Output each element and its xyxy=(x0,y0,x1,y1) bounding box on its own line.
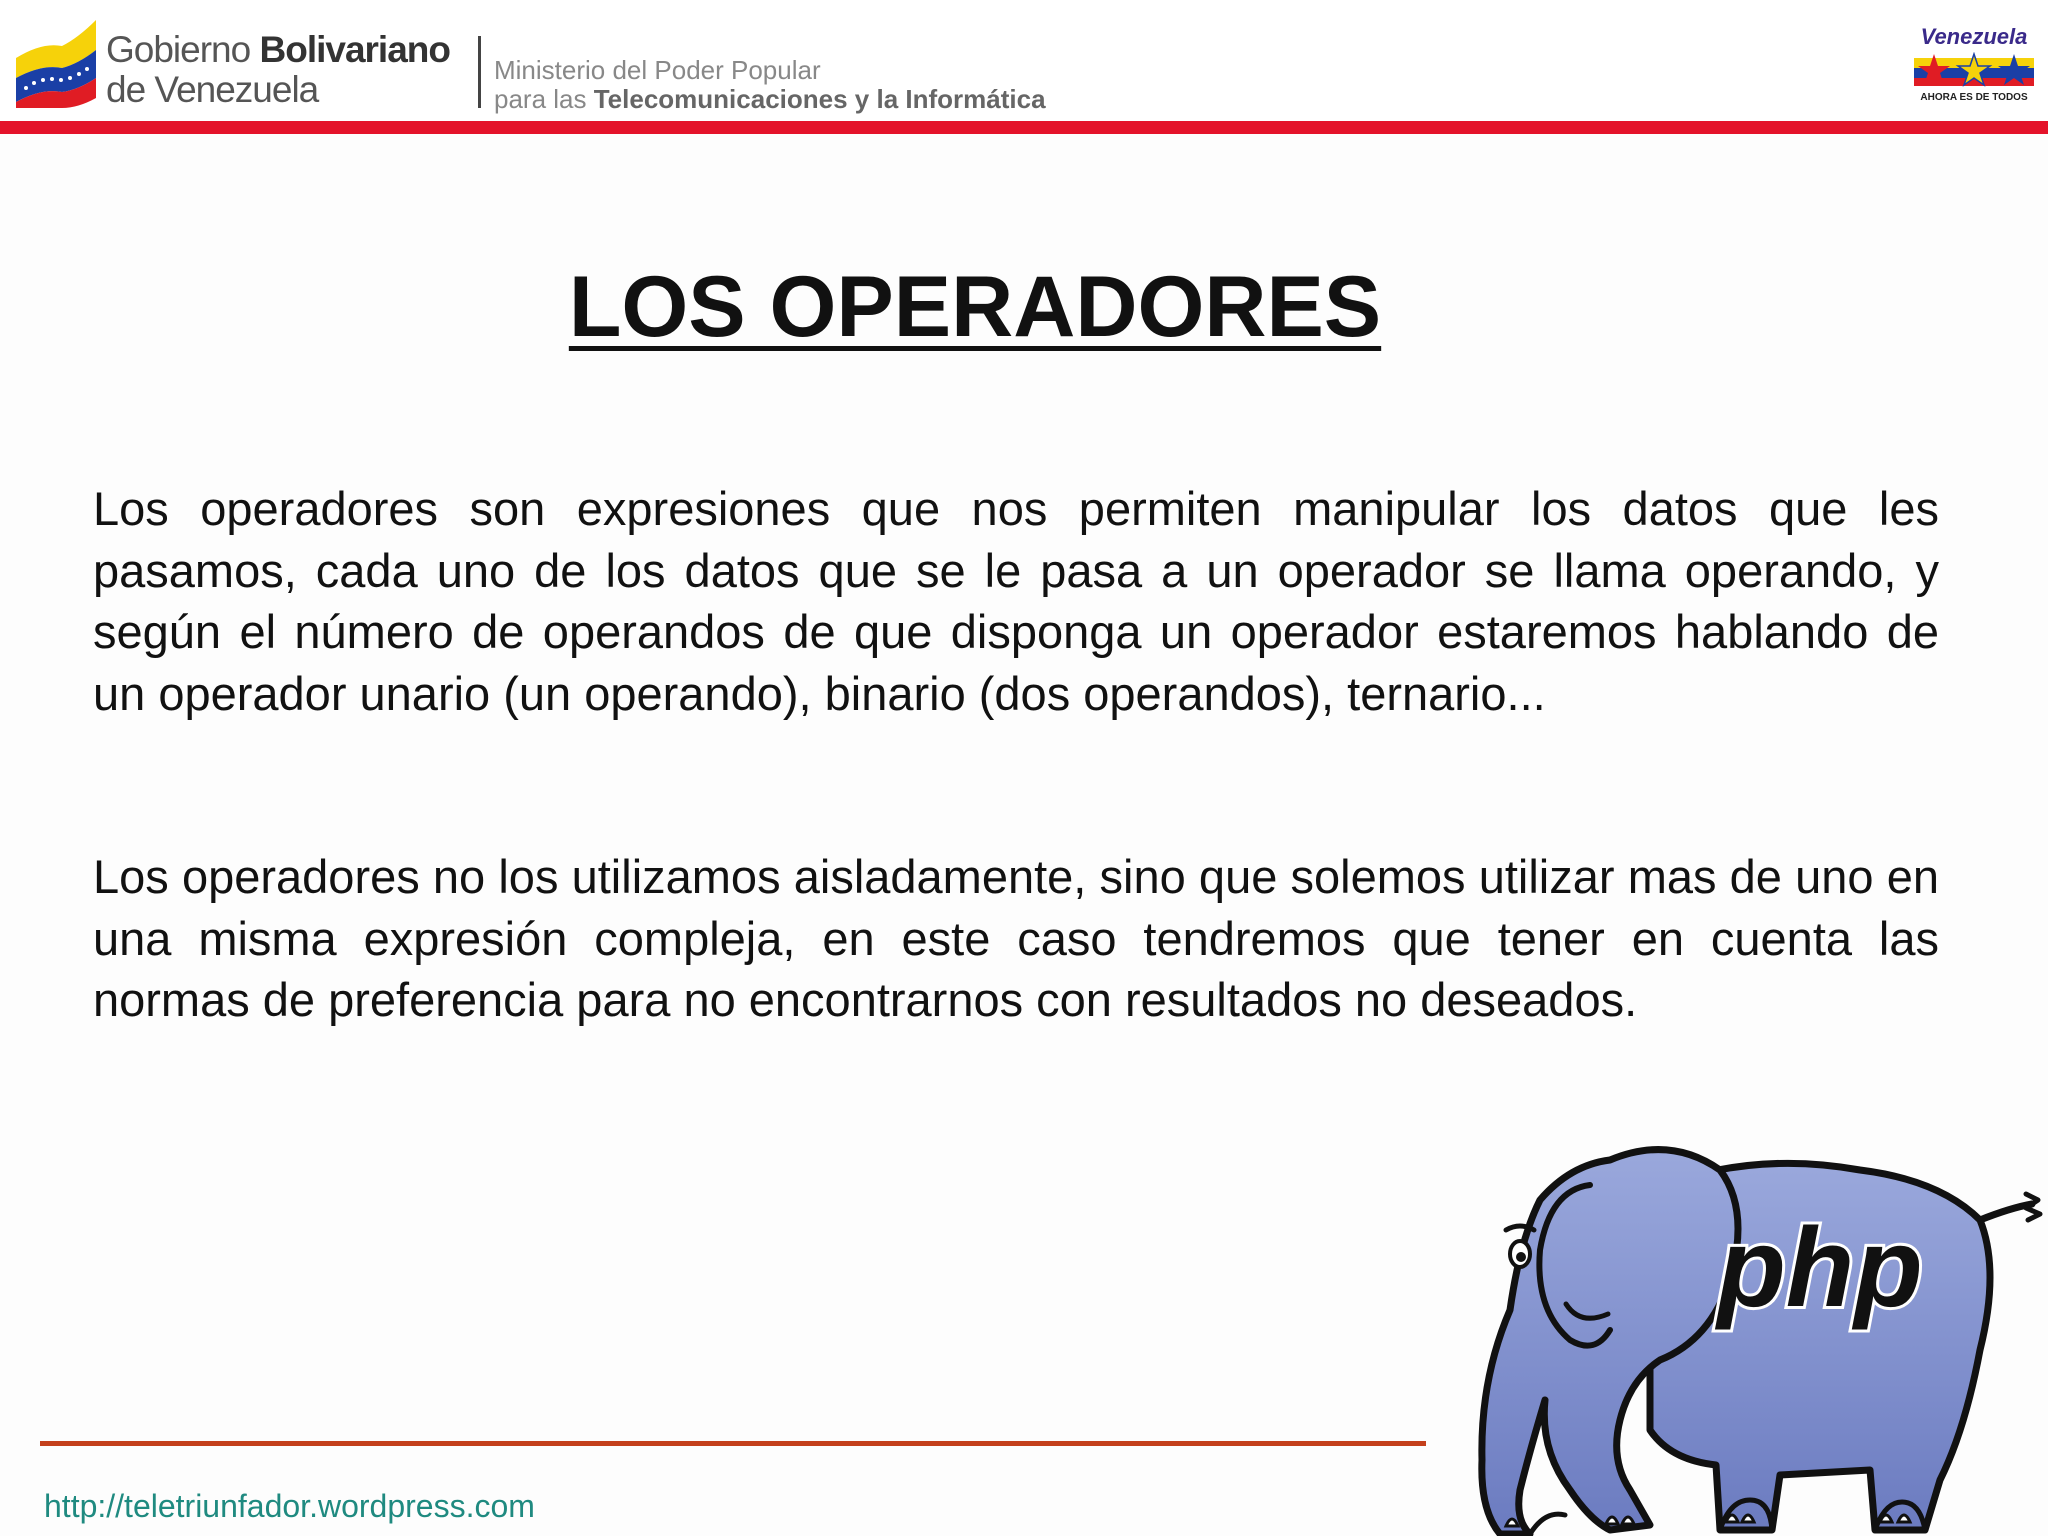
venezuela-ahora-logo xyxy=(1910,24,2038,104)
header-divider xyxy=(478,36,481,108)
php-elephant-icon xyxy=(1420,1130,2048,1536)
ministry-line2-a: para las xyxy=(494,84,587,114)
ministry-line1: Ministerio del Poder Popular xyxy=(494,55,821,85)
slide-title: LOS OPERADORES xyxy=(568,259,1382,355)
gov-line1-a: Gobierno xyxy=(106,29,251,70)
header-bar xyxy=(0,0,2048,122)
logo-tagline: AHORA ES DE TODOS xyxy=(1920,92,2028,103)
paragraph-1: Los operadores son expresiones que nos permiten manipular los datos que les pasamos, cada uno de los datos que se le pasa a un operador se llama operando, y según el número de operandos de que disponga un operador estaremos hablando de un operador unario (un operando), binario (dos operandos), ternario... xyxy=(93,482,1939,720)
footer-url[interactable]: http://teletriunfador.wordpress.com xyxy=(44,1488,535,1524)
gov-line1-b: Bolivariano xyxy=(259,29,450,70)
ministry-line2-b: Telecomunicaciones y la Informática xyxy=(593,84,1046,114)
logo-word: Venezuela xyxy=(1920,24,2028,49)
php-label: php xyxy=(1717,1205,1923,1330)
ministry-name xyxy=(494,56,1046,114)
government-name xyxy=(106,30,450,110)
venezuela-flag-icon xyxy=(12,12,102,108)
header-red-bar xyxy=(0,121,2048,134)
footer-divider xyxy=(40,1441,1426,1446)
gov-line2: de Venezuela xyxy=(106,69,319,110)
paragraph-2: Los operadores no los utilizamos aisladamente, sino que solemos utilizar mas de uno en una misma expresión compleja, en este caso tendremos que tener en cuenta las normas de preferencia para no encontrarnos con resultados no deseados. xyxy=(93,850,1939,1026)
stars-icon xyxy=(1914,52,2034,92)
